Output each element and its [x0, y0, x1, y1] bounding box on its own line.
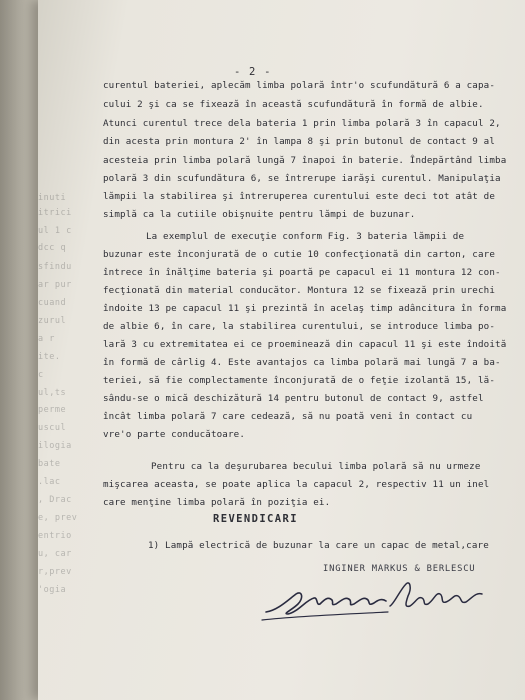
text-line: lară 3 cu extremitatea ei ce proeminează din capacul 11 şi este îndoită: [103, 339, 507, 350]
document-page: [38, 0, 525, 700]
handwritten-signature: [258, 570, 498, 626]
text-line: teriei, să fie complectamente înconjurată de o feţie izolantă 15, lă-: [103, 375, 496, 386]
text-line: La exemplul de execuţie conform Fig. 3 bateria lămpii de: [146, 231, 465, 242]
bleed-fragment: uscul: [38, 423, 67, 433]
text-line: fecţionată din material conducător. Montura 12 se fixează prin urechi: [103, 285, 496, 296]
bleed-fragment: ite.: [38, 352, 61, 362]
text-line: curentul bateriei, aplecăm limba polară într'o scufundătură 6 a capa-: [103, 80, 496, 91]
bleed-fragment: cuand: [38, 298, 67, 308]
text-line: polară 3 din scufundătura 6, se întrerupe iarăşi curentul. Manipulaţia: [103, 173, 501, 184]
signature-underline: [262, 612, 388, 620]
signature-stroke-2: [390, 583, 482, 606]
text-line: Atunci curentul trece dela bateria 1 prin limba polară 3 în capacul 2,: [103, 118, 501, 129]
bleed-fragment: ilogia: [38, 441, 72, 451]
text-line: vre'o parte conducătoare.: [103, 429, 246, 440]
text-line: sându-se o mică deschizătură 14 pentru butonul de contact 9, astfel: [103, 393, 484, 404]
bleed-fragment: ul 1 c: [38, 226, 72, 236]
bleed-fragment: perme: [38, 405, 67, 415]
bleed-fragment: itrici: [38, 208, 72, 218]
bleed-fragment: ar pur: [38, 280, 72, 290]
bleed-fragment: ul,ts: [38, 388, 67, 398]
text-line: acesteia prin limba polară lungă 7 înapoi în baterie. Îndepărtând limba: [103, 155, 507, 166]
bleed-fragment: 'ogia: [38, 585, 67, 595]
bleed-fragment: dcc q: [38, 243, 67, 253]
bleed-fragment: c: [38, 370, 44, 380]
bleed-fragment: r,prev: [38, 567, 72, 577]
page-number: - 2 -: [234, 66, 272, 78]
text-line: simplă ca la cutiile obişnuite pentru lămpi de buzunar.: [103, 209, 416, 220]
text-line: lămpii la stabilirea şi întreruperea curentului este deci tot atât de: [103, 191, 496, 202]
bleed-fragment: , Drac: [38, 495, 72, 505]
bleed-fragment: bate: [38, 459, 61, 469]
bleed-fragment: inuti: [38, 193, 67, 203]
text-line: încât limba polară 7 care cedează, să nu poată veni în contact cu: [103, 411, 473, 422]
claims-heading: REVENDICARI: [213, 513, 298, 525]
bleed-fragment: e, prev: [38, 513, 78, 523]
bleed-fragment: entrio: [38, 531, 72, 541]
text-line: din acesta prin montura 2' în lampa 8 şi prin butonul de contact 9 al: [103, 136, 496, 147]
text-line: în formă de cârlig 4. Este avantajos ca limba polară mai lungă 7 a ba-: [103, 357, 501, 368]
text-line: de albie 6, în care, la stabilirea curentului, se introduce limba po-: [103, 321, 496, 332]
bleed-fragment: a r: [38, 334, 55, 344]
text-line: îndoite 13 pe capacul 11 şi prezintă în acelaş timp adâncitura în forma: [103, 303, 507, 314]
text-line: întrece în înălţime bateria şi poartă pe capacul ei 11 montura 12 con-: [103, 267, 501, 278]
text-line: mişcarea aceasta, se poate aplica la capacul 2, respectiv 11 un inel: [103, 479, 490, 490]
bleed-fragment: u, car: [38, 549, 72, 559]
bleed-fragment: zurul: [38, 316, 67, 326]
claim-line: 1) Lampă electrică de buzunar la care un capac de metal,care: [148, 540, 489, 551]
bleed-fragment: .lac: [38, 477, 61, 487]
text-line: cului 2 şi ca se fixează în această scufundătură în formă de albie.: [103, 99, 484, 110]
text-line: Pentru ca la deşurubarea becului limba polară să nu urmeze: [151, 461, 481, 472]
signature-stroke-1: [266, 593, 386, 614]
bleed-fragment: sfindu: [38, 262, 72, 272]
text-line: care menţine limba polară în poziţia ei.: [103, 497, 331, 508]
signature-caption: INGINER MARKUS & BERLESCU: [323, 564, 476, 574]
text-line: buzunar este înconjurată de o cutie 10 confecţionată din carton, care: [103, 249, 496, 260]
